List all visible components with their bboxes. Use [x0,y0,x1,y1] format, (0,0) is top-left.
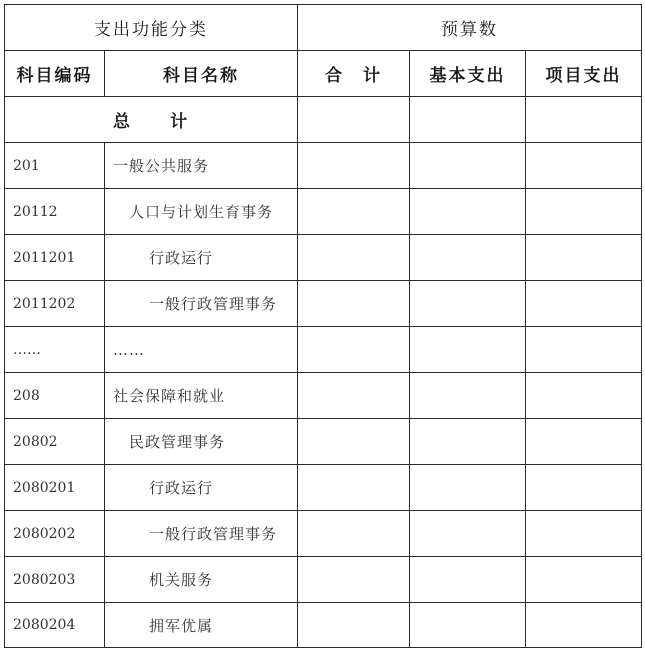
total-basic-cell [410,97,526,143]
subject-code: 2080203 [5,557,105,603]
subject-code: 2011202 [5,281,105,327]
cell-project [526,373,642,419]
subject-name: 行政运行 [105,235,298,281]
subject-name: 机关服务 [105,557,298,603]
cell-project [526,419,642,465]
table-row [5,373,642,419]
header-row-2 [5,51,642,97]
cell-total [298,281,410,327]
header-basic: 基本支出 [410,51,526,97]
cell-project [526,281,642,327]
header-total: 合 计 [298,51,410,97]
header-project: 项目支出 [526,51,642,97]
subject-code: 20112 [5,189,105,235]
cell-basic [410,327,526,373]
cell-basic [410,373,526,419]
total-row [5,97,642,143]
subject-name: 一般行政管理事务 [105,511,298,557]
cell-total [298,189,410,235]
cell-project [526,557,642,603]
table-row [5,557,642,603]
cell-basic [410,143,526,189]
cell-project [526,465,642,511]
subject-code: 2080202 [5,511,105,557]
header-code: 科目编码 [5,51,105,97]
header-row-1 [5,5,642,51]
budget-table-body [5,5,642,648]
cell-basic [410,281,526,327]
cell-total [298,511,410,557]
table-row [5,281,642,327]
cell-basic [410,189,526,235]
table-row [5,511,642,557]
table-row [5,235,642,281]
cell-total [298,465,410,511]
table-row [5,465,642,511]
budget-table [4,4,642,648]
cell-basic [410,511,526,557]
table-row [5,419,642,465]
cell-project [526,603,642,648]
cell-project [526,189,642,235]
subject-name: 民政管理事务 [105,419,298,465]
cell-total [298,557,410,603]
cell-total [298,603,410,648]
subject-name: 一般公共服务 [105,143,298,189]
subject-name: 行政运行 [105,465,298,511]
cell-total [298,419,410,465]
subject-name: 拥军优属 [105,603,298,648]
total-total-cell [298,97,410,143]
table-row [5,327,642,373]
cell-total [298,143,410,189]
cell-total [298,235,410,281]
subject-code: 2011201 [5,235,105,281]
subject-code: …… [5,327,105,373]
subject-name: 人口与计划生育事务 [105,189,298,235]
subject-code: 208 [5,373,105,419]
cell-basic [410,603,526,648]
total-project-cell [526,97,642,143]
cell-total [298,327,410,373]
subject-name: 社会保障和就业 [105,373,298,419]
subject-code: 20802 [5,419,105,465]
table-row [5,603,642,648]
cell-basic [410,235,526,281]
header-category-group: 支出功能分类 [5,5,298,51]
header-name: 科目名称 [105,51,298,97]
table-row [5,143,642,189]
cell-total [298,373,410,419]
subject-name: …… [105,327,298,373]
table-row [5,189,642,235]
cell-basic [410,557,526,603]
cell-basic [410,465,526,511]
subject-code: 201 [5,143,105,189]
total-label: 总 计 [5,97,298,143]
subject-code: 2080201 [5,465,105,511]
header-budget-group: 预算数 [298,5,642,51]
subject-name: 一般行政管理事务 [105,281,298,327]
cell-project [526,511,642,557]
cell-basic [410,419,526,465]
cell-project [526,235,642,281]
cell-project [526,327,642,373]
cell-project [526,143,642,189]
subject-code: 2080204 [5,603,105,648]
